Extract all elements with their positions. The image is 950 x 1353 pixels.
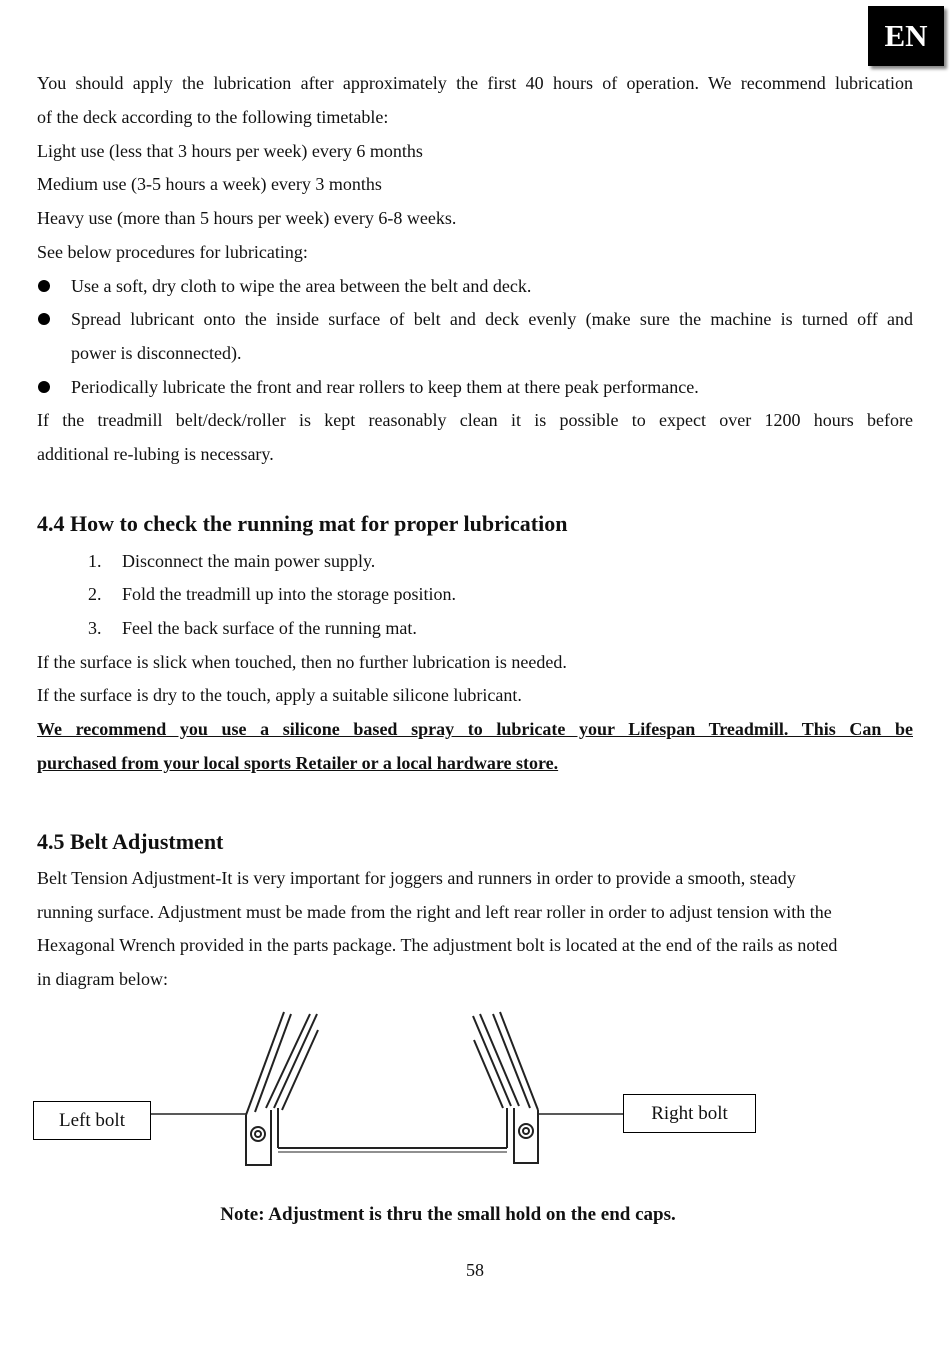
belt-paragraph-line-2: running surface. Adjustment must be made from the right and left rear roller in order to adjust tension with the (37, 902, 832, 922)
treadmill-rail-diagram (0, 1005, 950, 1180)
belt-paragraph-line-4: in diagram below: (37, 969, 168, 989)
slick-surface-line: If the surface is slick when touched, then no further lubrication is needed. (37, 652, 567, 672)
step-number: 3. (88, 618, 102, 638)
section-4-5-heading: 4.5 Belt Adjustment (37, 829, 224, 854)
step-number: 1. (88, 551, 102, 571)
intro-line-1: You should apply the lubrication after approximately the first 40 hours of operation. We recommend lubrication (37, 73, 913, 93)
bullet-item-spread-line-2: power is disconnected). (71, 343, 242, 363)
right-bolt-label: Right bolt (623, 1094, 756, 1133)
medium-use-line: Medium use (3-5 hours a week) every 3 months (37, 174, 382, 194)
clean-note-line-1: If the treadmill belt/deck/roller is kept reasonably clean it is possible to expect over 1200 hours before (37, 410, 913, 430)
bullet-item-spread-line-1: Spread lubricant onto the inside surface of belt and deck evenly (make sure the machine is turned off and (71, 309, 913, 329)
step-text: Feel the back surface of the running mat. (122, 618, 417, 638)
dry-surface-line: If the surface is dry to the touch, apply a suitable silicone lubricant. (37, 685, 522, 705)
left-bolt-label: Left bolt (33, 1101, 151, 1140)
belt-paragraph-line-1: Belt Tension Adjustment-It is very important for joggers and runners in order to provide a smooth, steady (37, 868, 796, 888)
language-badge: EN (868, 6, 944, 66)
light-use-line: Light use (less that 3 hours per week) every 6 months (37, 141, 423, 161)
intro-line-2: of the deck according to the following timetable: (37, 107, 389, 127)
recommend-line-1: We recommend you use a silicone based spray to lubricate your Lifespan Treadmill. This Can be (37, 719, 913, 739)
section-4-4-heading: 4.4 How to check the running mat for proper lubrication (37, 511, 568, 536)
clean-note-line-2: additional re-lubing is necessary. (37, 444, 274, 464)
step-number: 2. (88, 584, 102, 604)
recommend-line-2: purchased from your local sports Retailer or a local hardware store. (37, 753, 559, 773)
bullet-item-wipe: Use a soft, dry cloth to wipe the area between the belt and deck. (71, 276, 532, 296)
see-below-line: See below procedures for lubricating: (37, 242, 308, 262)
bullet-dot (38, 381, 50, 393)
bullet-item-rollers: Periodically lubricate the front and rear rollers to keep them at there peak performance. (71, 377, 699, 397)
step-text: Fold the treadmill up into the storage position. (122, 584, 456, 604)
belt-paragraph-line-3: Hexagonal Wrench provided in the parts package. The adjustment bolt is located at the end of the rails as noted (37, 935, 838, 955)
adjustment-note: Note: Adjustment is thru the small hold on the end caps. (220, 1204, 676, 1225)
page-number: 58 (466, 1260, 484, 1280)
bullet-dot (38, 313, 50, 325)
bullet-dot (38, 280, 50, 292)
heavy-use-line: Heavy use (more than 5 hours per week) every 6-8 weeks. (37, 208, 457, 228)
step-text: Disconnect the main power supply. (122, 551, 376, 571)
